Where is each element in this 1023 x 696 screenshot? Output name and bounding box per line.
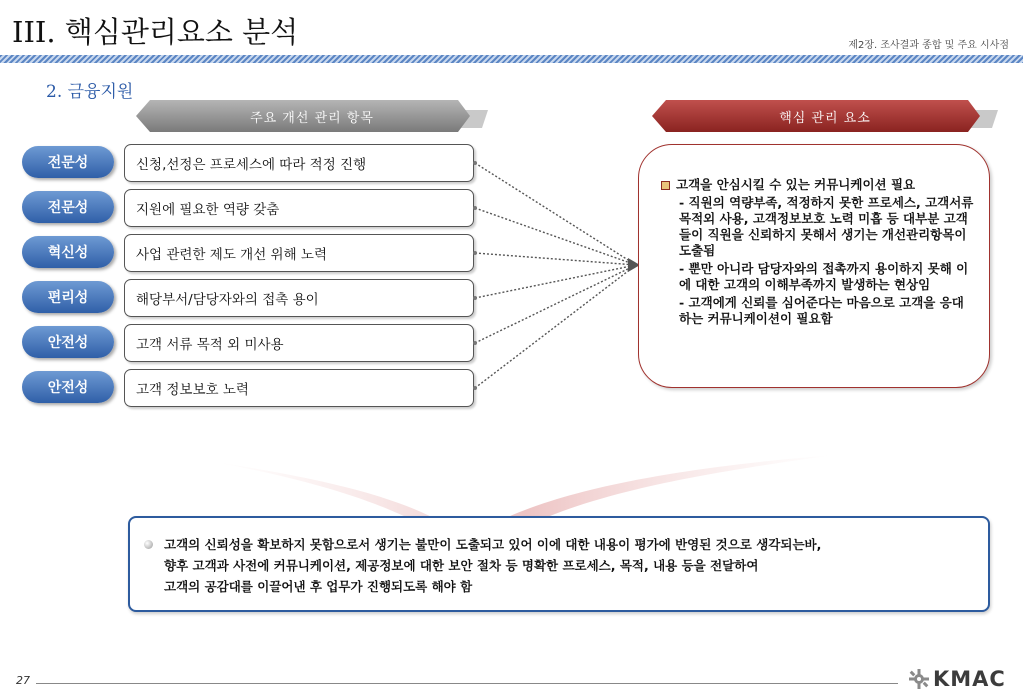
core-elements-label: 핵심 관리 요소 [779, 110, 871, 126]
category-pill-3: 혁신성 [22, 236, 114, 268]
improvement-item-6: 고객 정보보호 노력 [124, 369, 474, 407]
summary-text-1: 고객의 신뢰성을 확보하지 못함으로서 생기는 불만이 도출되고 있어 이에 대한 내용이 평가에 반영된 것으로 생각되는바, [164, 537, 822, 552]
chapter-label: 제2장. 조사결과 종합 및 주요 시사점 [848, 40, 1009, 51]
category-pill-1: 전문성 [22, 146, 114, 178]
core-point-1: - 직원의 역량부족, 적정하지 못한 프로세스, 고객서류 목적외 사용, 고객정보보호 노력 미흡 등 대부분 고객들이 직원을 신뢰하지 못해서 생기는 개선관리항목이 도출됨 [679, 195, 974, 258]
page-number: 27 [16, 674, 30, 687]
round-bullet-icon [144, 540, 153, 549]
summary-line-3: 고객의 공감대를 이끌어낸 후 업무가 진행되도록 해야 함 [164, 579, 473, 594]
page-title: III. 핵심관리요소 분석 [12, 15, 299, 49]
improvement-item-4: 해당부서/담당자와의 접촉 용이 [124, 279, 474, 317]
category-pill-2: 전문성 [22, 191, 114, 223]
gear-logo-icon [908, 668, 930, 690]
core-point-3: - 고객에게 신뢰를 심어준다는 마음으로 고객을 응대하는 커뮤니케이션이 필요함 [679, 295, 964, 326]
core-heading: 고객을 안심시킬 수 있는 커뮤니케이션 필요 [676, 177, 916, 192]
category-pill-4: 편리성 [22, 281, 114, 313]
category-pill-6: 안전성 [22, 371, 114, 403]
improvement-item-3: 사업 관련한 제도 개선 위해 노력 [124, 234, 474, 272]
improvement-item-2: 지원에 필요한 역량 갖춤 [124, 189, 474, 227]
footer-divider [36, 683, 898, 684]
summary-line-2: 향후 고객과 사전에 커뮤니케이션, 제공정보에 대한 보안 절차 등 명확한 프로세스, 목적, 내용 등을 전달하여 [164, 558, 759, 573]
improvement-item-5: 고객 서류 목적 외 미사용 [124, 324, 474, 362]
core-point-2: - 뿐만 아니라 담당자와의 접촉까지 용이하지 못해 이에 대한 고객의 이해부족까지 발생하는 현상임 [679, 261, 969, 292]
section-title: 2. 금융지원 [46, 82, 134, 102]
summary-line-1 [142, 534, 974, 555]
summary-box [128, 516, 990, 612]
improvement-item-1: 신청,선정은 프로세스에 따라 적정 진행 [124, 144, 474, 182]
kmac-logo [908, 666, 1006, 692]
category-pill-5: 안전성 [22, 326, 114, 358]
improvement-items-label: 주요 개선 관리 항목 [250, 110, 374, 126]
logo-text: KMAC [933, 667, 1006, 691]
